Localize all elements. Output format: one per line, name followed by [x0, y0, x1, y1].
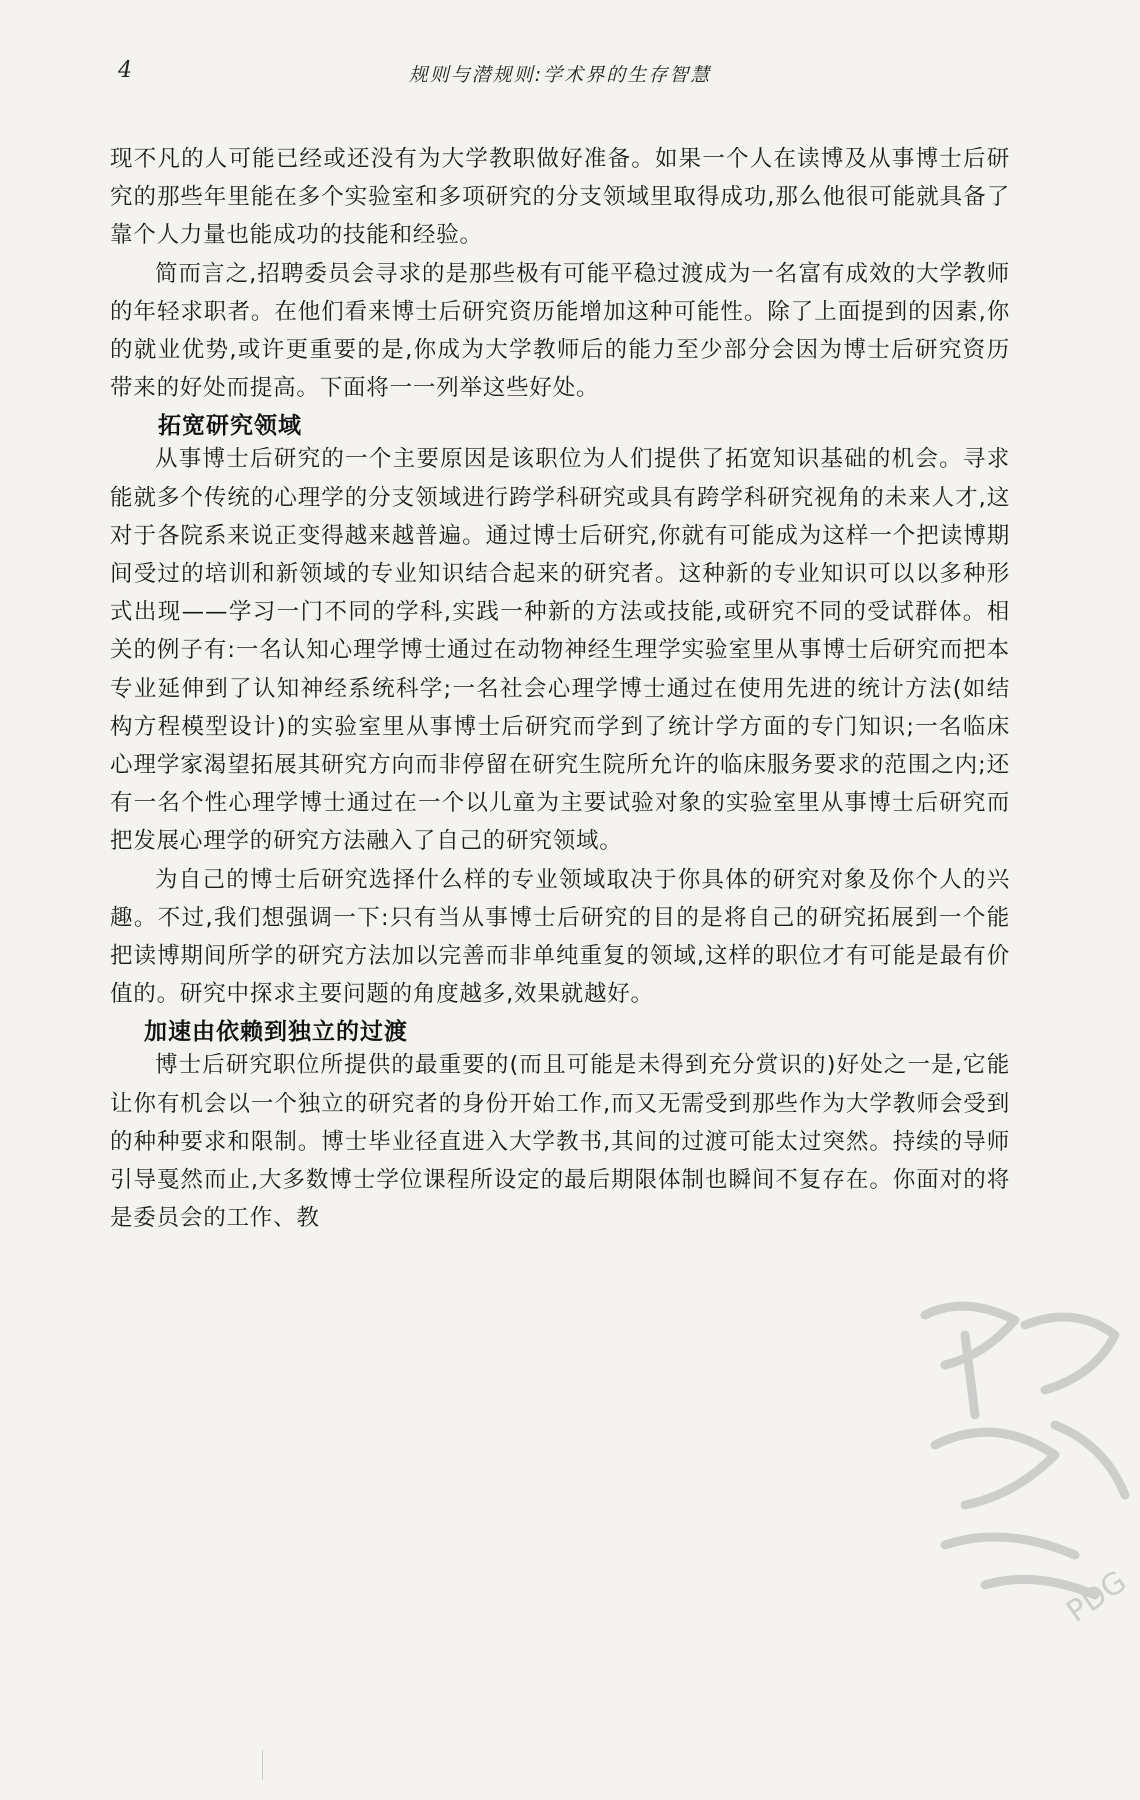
page-number: 4 — [118, 58, 132, 83]
paragraph-4: 为自己的博士后研究选择什么样的专业领域取决于你具体的研究对象及你个人的兴趣。不过,我们想强调一下:只有当从事博士后研究的目的是将自己的研究拓展到一个能把读博期间所学的研究方法加以完善而非单纯重复的领域,这样的职位才有可能是最有价值的。研究中探求主要问题的角度越多,效果就越好。 — [110, 866, 1010, 1008]
book-title: 规则与潜规则:学术界的生存智慧 — [408, 64, 712, 86]
paragraph-5: 博士后研究职位所提供的最重要的(而且可能是未得到充分赏识的)好处之一是,它能让你有机会以一个独立的研究者的身份开始工作,而又无需受到那些作为大学教师会受到的种种要求和限制。博士毕业径直进入大学教书,其间的过渡可能太过突然。持续的导师引导戛然而止,大多数博士学位课程所设定的最后期限体制也瞬间不复存在。你面对的将是委员会的工作、教 — [110, 1052, 1011, 1232]
library-stamp-watermark — [905, 1295, 1140, 1650]
watermark-label: PDG — [1060, 1564, 1134, 1630]
section-heading-broaden-research: 拓宽研究领域 — [158, 413, 302, 440]
body-text — [110, 140, 1010, 1237]
paragraph-1: 现不凡的人可能已经或还没有为大学教职做好准备。如果一个人在读博及从事博士后研究的那些年里能在多个实验室和多项研究的分支领域里取得成功,那么他很可能就具备了靠个人力量也能成功的技能和经验。 — [110, 146, 1010, 249]
page-edge-mark — [262, 1750, 263, 1780]
section-heading-independence-transition: 加速由依赖到独立的过渡 — [144, 1019, 408, 1046]
running-header — [100, 58, 1020, 88]
paragraph-2: 简而言之,招聘委员会寻求的是那些极有可能平稳过渡成为一名富有成效的大学教师的年轻求职者。在他们看来博士后研究资历能增加这种可能性。除了上面提到的因素,你的就业优势,或许更重要的是,你成为大学教师后的能力至少部分会因为博士后研究资历带来的好处而提高。下面将一一列举这些好处。 — [110, 260, 1010, 402]
paragraph-3: 从事博士后研究的一个主要原因是该职位为人们提供了拓宽知识基础的机会。寻求能就多个传统的心理学的分支领域进行跨学科研究或具有跨学科研究视角的未来人才,这对于各院系来说正变得越来越普遍。通过博士后研究,你就有可能成为这样一个把读博期间受过的培训和新领域的专业知识结合起来的研究者。这种新的专业知识可以以多种形式出现——学习一门不同的学科,实践一种新的方法或技能,或研究不同的受试群体。相关的例子有:一名认知心理学博士通过在动物神经生理学实验室里从事博士后研究而把本专业延伸到了认知神经系统科学;一名社会心理学博士通过在使用先进的统计方法(如结构方程模型设计)的实验室里从事博士后研究而学到了统计学方面的专门知识;一名临床心理学家渴望拓展其研究方向而非停留在研究生院所允许的临床服务要求的范围之内;还有一名个性心理学博士通过在一个以儿童为主要试验对象的实验室里从事博士后研究而把发展心理学的研究方法融入了自己的研究领域。 — [110, 446, 1010, 855]
